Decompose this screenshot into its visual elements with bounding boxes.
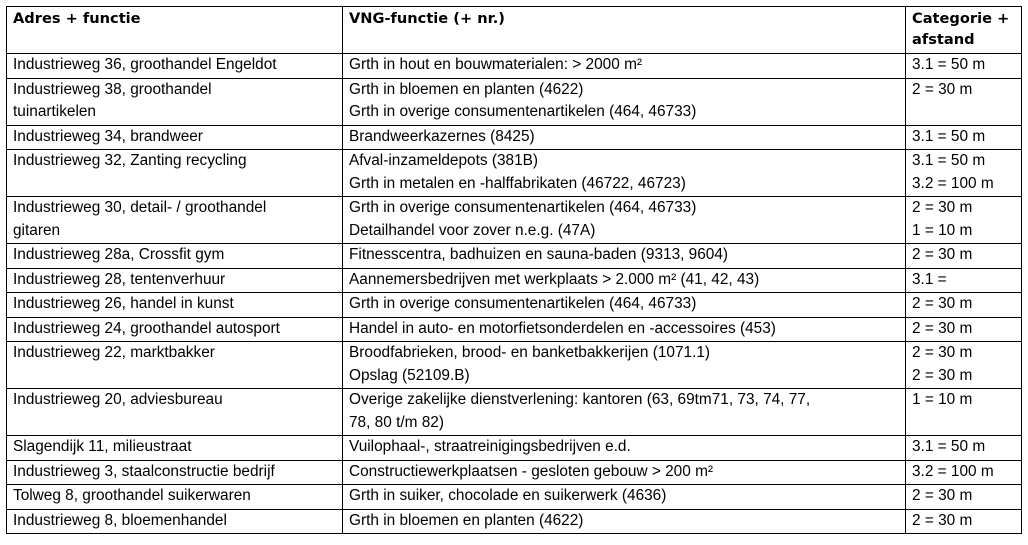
table-row <box>7 317 1022 342</box>
table-body <box>7 54 1022 534</box>
address-cell-line: Industrieweg 30, detail- / groothandel <box>13 199 267 216</box>
vng-function-cell-line: Detailhandel voor zover n.e.g. (47A) <box>349 221 596 239</box>
vng-function-cell <box>343 317 906 342</box>
address-cell <box>7 317 343 342</box>
table-row <box>7 293 1022 318</box>
category-cell <box>906 389 1022 436</box>
vng-function-cell-line: Broodfabrieken, brood- en banketbakkerijen (1071.1) <box>349 344 711 361</box>
address-cell <box>7 54 343 79</box>
vng-function-cell-line: Grth in metalen en -halffabrikaten (46722, 46723) <box>349 174 686 192</box>
address-cell-line: Industrieweg 28a, Crossfit gym <box>13 246 225 263</box>
vng-function-cell <box>343 197 906 244</box>
category-cell <box>906 460 1022 485</box>
address-cell <box>7 150 343 197</box>
address-cell-line: tuinartikelen <box>13 103 96 120</box>
category-cell-line: 2 = 30 m <box>912 511 973 529</box>
category-cell-line: 3.1 = 50 m <box>912 152 986 169</box>
address-cell-line: Industrieweg 22, marktbakker <box>13 344 215 361</box>
vng-table <box>6 6 1022 534</box>
address-cell-line: Industrieweg 8, bloemenhandel <box>13 511 227 529</box>
address-cell <box>7 436 343 461</box>
vng-function-cell <box>343 150 906 197</box>
table-row <box>7 125 1022 150</box>
vng-function-cell <box>343 389 906 436</box>
address-cell <box>7 389 343 436</box>
address-cell <box>7 342 343 389</box>
category-cell-line: 2 = 30 m <box>912 295 973 312</box>
address-cell-line: Industrieweg 34, brandweer <box>13 127 203 145</box>
header-categorie: Categorie + afstand <box>906 7 1022 54</box>
category-cell-line: 2 = 30 m <box>912 246 973 263</box>
category-cell-line: 3.2 = 100 m <box>912 462 994 480</box>
address-cell <box>7 485 343 510</box>
table-header-row <box>7 7 1022 54</box>
vng-function-cell-line: Grth in bloemen en planten (4622) <box>349 80 584 98</box>
address-cell <box>7 244 343 269</box>
category-cell-line: 2 = 30 m <box>912 344 973 361</box>
table-row <box>7 197 1022 244</box>
vng-function-cell <box>343 460 906 485</box>
vng-function-cell <box>343 293 906 318</box>
address-cell-line: Industrieweg 3, staalconstructie bedrijf <box>13 462 275 480</box>
address-cell <box>7 78 343 125</box>
address-cell-line: gitaren <box>13 221 61 239</box>
category-cell-line: 2 = 30 m <box>912 80 973 98</box>
category-cell <box>906 485 1022 510</box>
address-cell-line: Industrieweg 36, groothandel Engeldot <box>13 56 277 73</box>
table-row <box>7 436 1022 461</box>
vng-function-cell-line: Grth in overige consumentenartikelen (464, 46733) <box>349 199 697 216</box>
table-row <box>7 268 1022 293</box>
vng-function-cell <box>343 78 906 125</box>
category-cell <box>906 317 1022 342</box>
address-cell-line: Industrieweg 28, tentenverhuur <box>13 270 226 288</box>
address-cell-line: Industrieweg 24, groothandel autosport <box>13 319 280 337</box>
vng-function-cell <box>343 244 906 269</box>
category-cell <box>906 342 1022 389</box>
vng-function-cell-line: Brandweerkazernes (8425) <box>349 127 535 145</box>
address-cell-line: Tolweg 8, groothandel suikerwaren <box>13 487 251 504</box>
vng-function-cell-line: Overige zakelijke dienstverlening: kantoren (63, 69tm71, 73, 74, 77, <box>349 391 811 408</box>
vng-function-cell <box>343 509 906 534</box>
vng-function-cell-line: Handel in auto- en motorfietsonderdelen en -accessoires (453) <box>349 319 776 337</box>
vng-function-cell <box>343 268 906 293</box>
category-cell-line: 3.2 = 100 m <box>912 174 994 192</box>
vng-function-cell <box>343 485 906 510</box>
address-cell <box>7 197 343 244</box>
vng-function-cell-line: Aannemersbedrijven met werkplaats > 2.000 m² (41, 42, 43) <box>349 270 760 288</box>
vng-function-cell-line: Fitnesscentra, badhuizen en sauna-baden (9313, 9604) <box>349 246 729 263</box>
category-cell <box>906 125 1022 150</box>
vng-function-cell-line: Afval-inzameldepots (381B) <box>349 152 539 169</box>
category-cell <box>906 197 1022 244</box>
category-cell-line: 2 = 30 m <box>912 199 973 216</box>
table-row <box>7 485 1022 510</box>
vng-function-cell <box>343 436 906 461</box>
category-cell-line: 1 = 10 m <box>912 391 973 408</box>
vng-function-cell-line: 78, 80 t/m 82) <box>349 413 444 431</box>
table-row <box>7 78 1022 125</box>
category-cell <box>906 78 1022 125</box>
category-cell <box>906 268 1022 293</box>
category-cell <box>906 436 1022 461</box>
category-cell <box>906 150 1022 197</box>
vng-function-cell-line: Constructiewerkplaatsen - gesloten gebouw > 200 m² <box>349 462 714 480</box>
address-cell-line: Slagendijk 11, milieustraat <box>13 438 192 455</box>
vng-function-cell-line: Grth in hout en bouwmaterialen: > 2000 m² <box>349 56 643 73</box>
address-cell-line: Industrieweg 26, handel in kunst <box>13 295 234 312</box>
table-row <box>7 150 1022 197</box>
category-cell-line: 1 = 10 m <box>912 221 973 239</box>
vng-function-cell-line: Grth in overige consumentenartikelen (464, 46733) <box>349 103 697 120</box>
address-cell <box>7 293 343 318</box>
category-cell-line: 2 = 30 m <box>912 366 973 384</box>
vng-function-cell-line: Opslag (52109.B) <box>349 366 470 384</box>
vng-function-cell-line: Grth in bloemen en planten (4622) <box>349 511 584 529</box>
table-row <box>7 54 1022 79</box>
address-cell <box>7 268 343 293</box>
address-cell-line: Industrieweg 38, groothandel <box>13 80 212 98</box>
category-cell-line: 3.1 = 50 m <box>912 127 986 145</box>
table-row <box>7 460 1022 485</box>
vng-function-cell-line: Grth in overige consumentenartikelen (464, 46733) <box>349 295 697 312</box>
address-cell-line: Industrieweg 20, adviesbureau <box>13 391 223 408</box>
table-row <box>7 342 1022 389</box>
address-cell-line: Industrieweg 32, Zanting recycling <box>13 152 247 169</box>
category-cell-line: 3.1 = 50 m <box>912 438 986 455</box>
vng-function-cell <box>343 342 906 389</box>
table-row <box>7 389 1022 436</box>
address-cell <box>7 125 343 150</box>
vng-function-cell-line: Grth in suiker, chocolade en suikerwerk (4636) <box>349 487 667 504</box>
header-vng: VNG-functie (+ nr.) <box>343 7 906 54</box>
table-row <box>7 244 1022 269</box>
category-cell <box>906 244 1022 269</box>
vng-function-cell <box>343 125 906 150</box>
address-cell <box>7 509 343 534</box>
category-cell <box>906 293 1022 318</box>
table-row <box>7 509 1022 534</box>
category-cell-line: 3.1 = <box>912 270 947 288</box>
category-cell <box>906 509 1022 534</box>
category-cell <box>906 54 1022 79</box>
address-cell <box>7 460 343 485</box>
category-cell-line: 2 = 30 m <box>912 319 973 337</box>
category-cell-line: 2 = 30 m <box>912 487 973 504</box>
category-cell-line: 3.1 = 50 m <box>912 56 986 73</box>
vng-function-cell-line: Vuilophaal-, straatreinigingsbedrijven e.d. <box>349 438 631 455</box>
vng-function-cell <box>343 54 906 79</box>
header-adres: Adres + functie <box>7 7 343 54</box>
